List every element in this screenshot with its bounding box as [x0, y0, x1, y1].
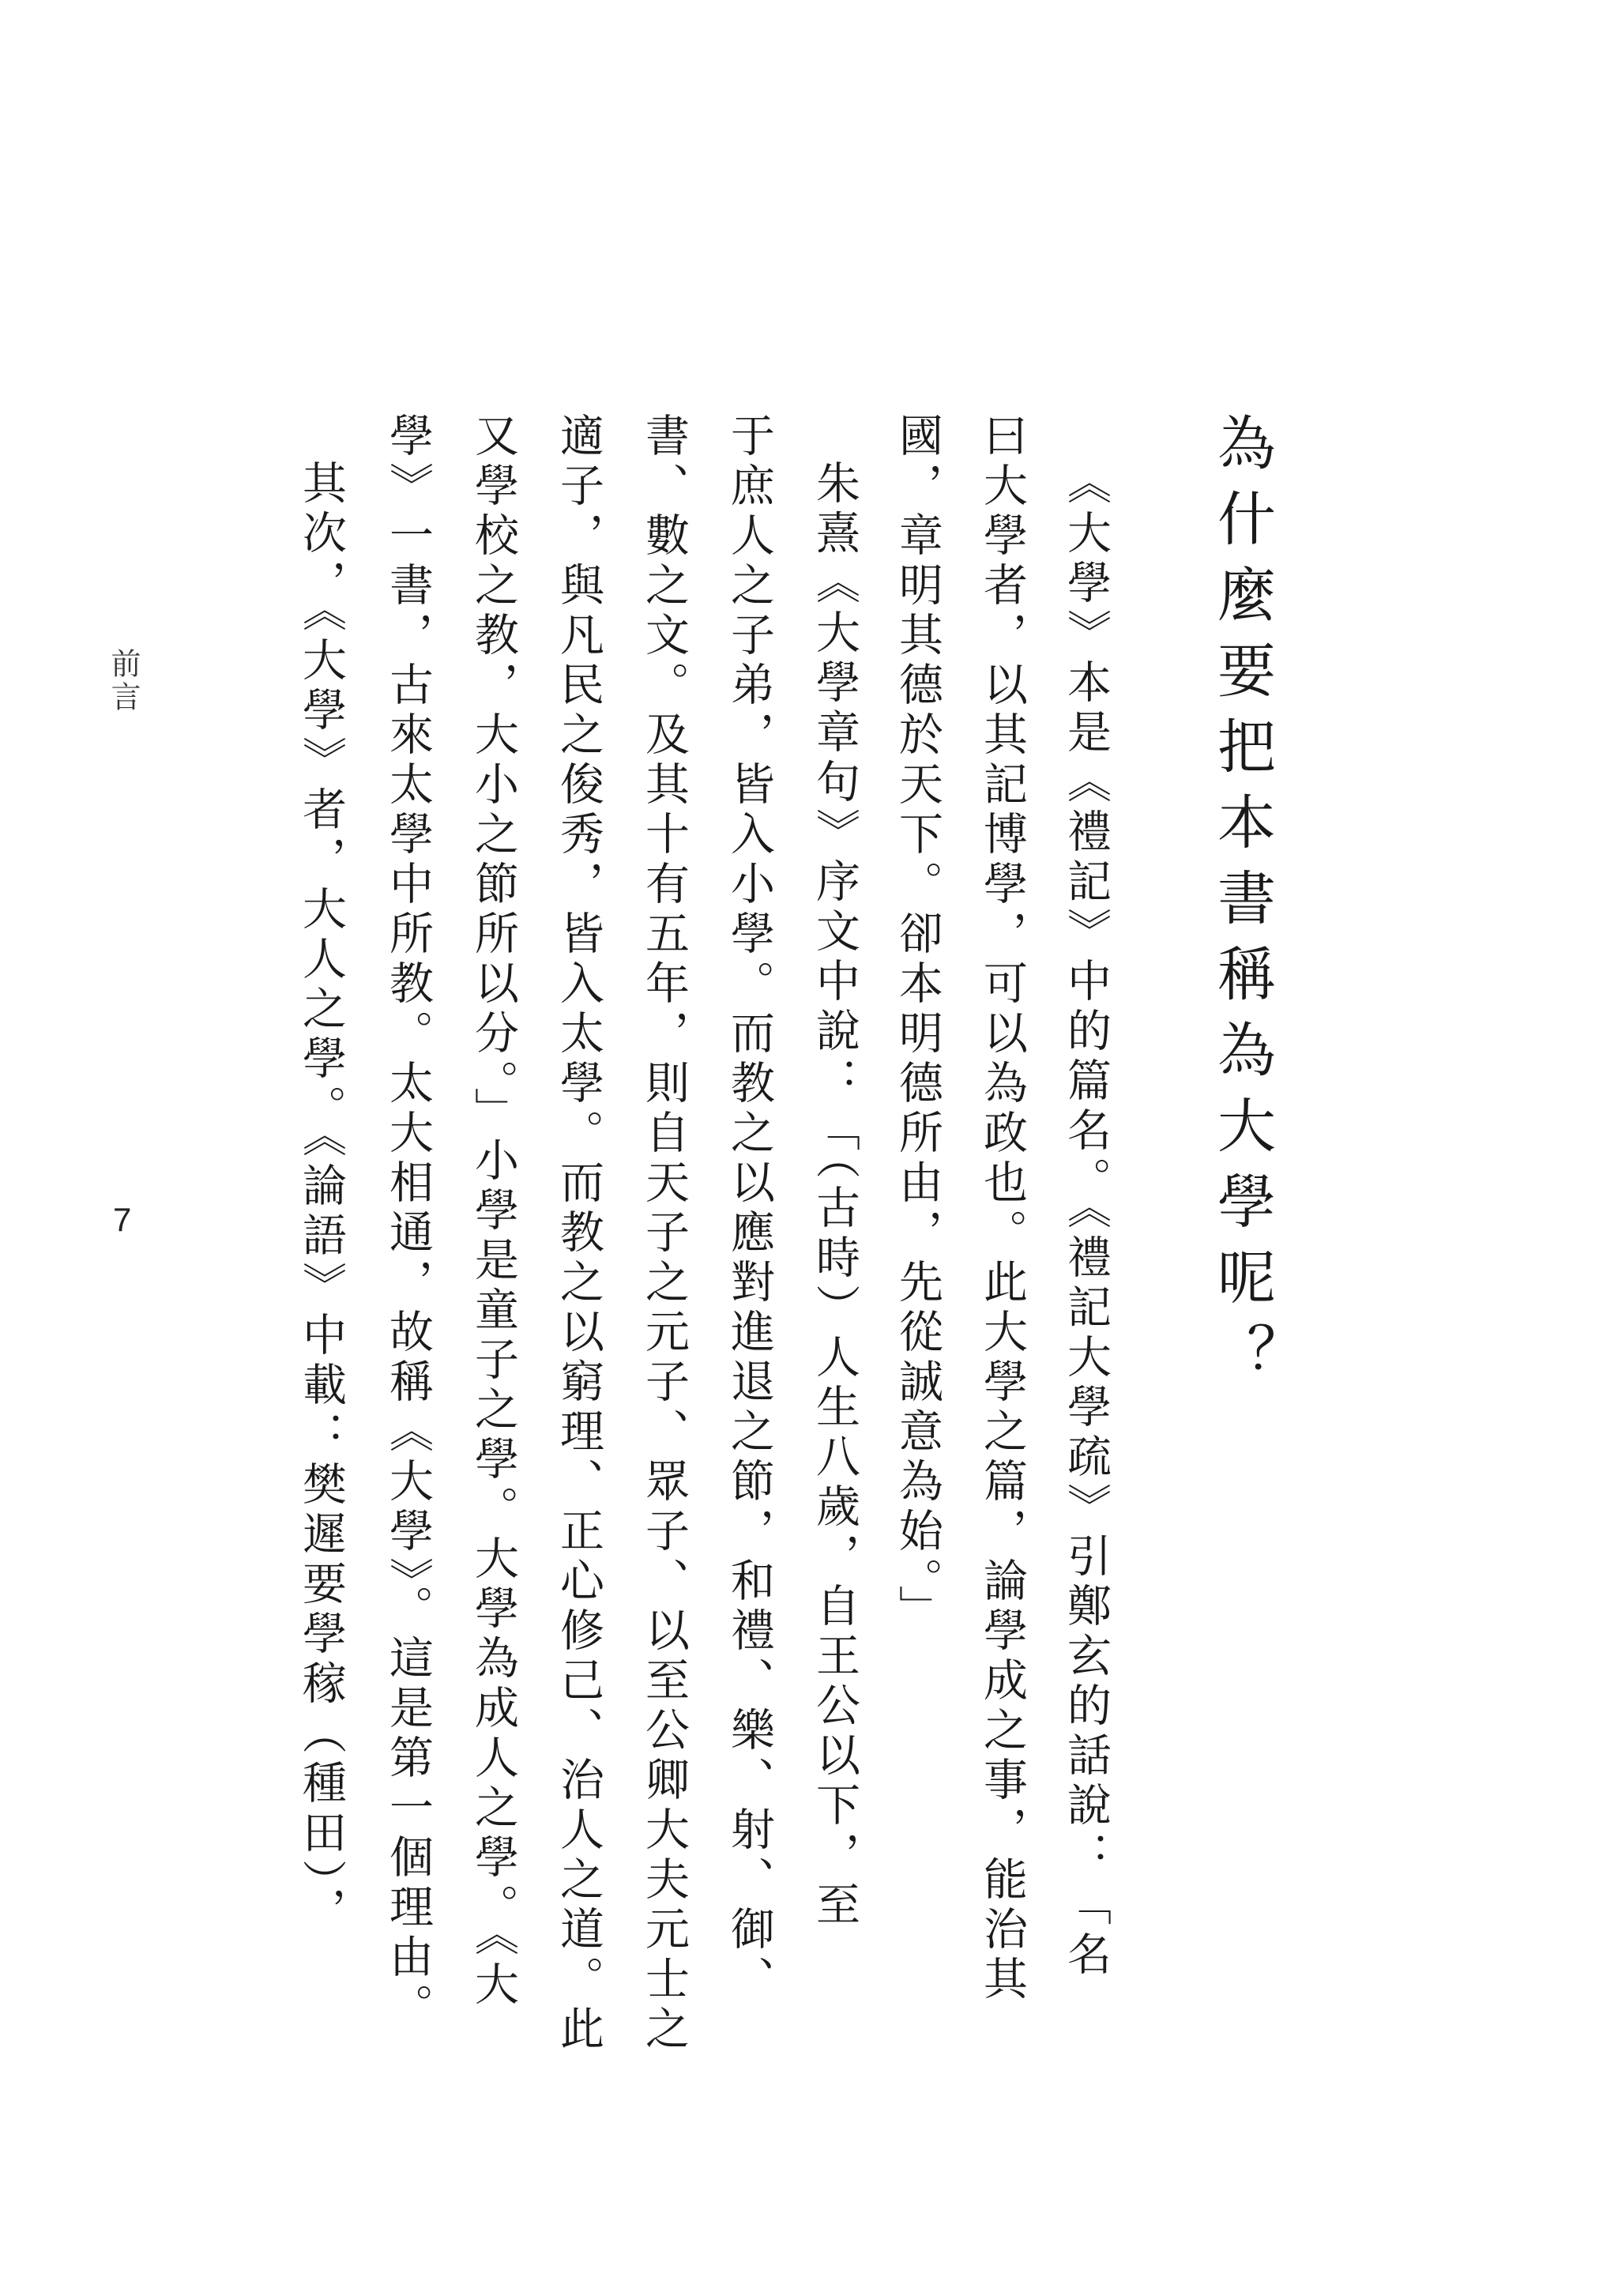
body-line-1: 《大學》本是《禮記》中的篇名。《禮記大學疏》引鄭玄的話說：「名	[1060, 460, 1112, 1981]
body-line-6: 書、數之文。及其十有五年，則自天子之元子、眾子、以至公卿大夫元士之	[638, 412, 690, 2055]
body-line-10: 其次，《大學》者，大人之學。《論語》中載：樊遲要學稼（種田），	[295, 460, 347, 1937]
page-number: 7	[113, 1201, 132, 1238]
body-line-8: 又學校之教，大小之節所以分。」小學是童子之學。大學為成人之學。《大	[468, 412, 519, 2011]
body-line-3: 國，章明其德於天下。卻本明德所由，先從誠意為始。」	[892, 412, 943, 1635]
body-line-4: 朱熹《大學章句》序文中說：「（古時）人生八歲，自王公以下，至	[809, 460, 860, 1931]
running-header-section: 前言	[106, 648, 141, 714]
body-line-9: 學》一書，古來太學中所教。太大相通，故稱《大學》。這是第一個理由。	[382, 412, 434, 2033]
body-line-7: 適子，與凡民之俊秀，皆入太學。而教之以窮理、正心修己、治人之道。此	[553, 412, 604, 2055]
body-line-5: 于庶人之子弟，皆入小學。而教之以應對進退之節，和禮、樂、射、御、	[724, 412, 775, 2005]
section-title: 為什麼要把本書稱為大學呢？	[1208, 412, 1276, 1398]
body-line-2: 曰大學者，以其記博學，可以為政也。此大學之篇，論學成之事，能治其	[976, 412, 1028, 2005]
